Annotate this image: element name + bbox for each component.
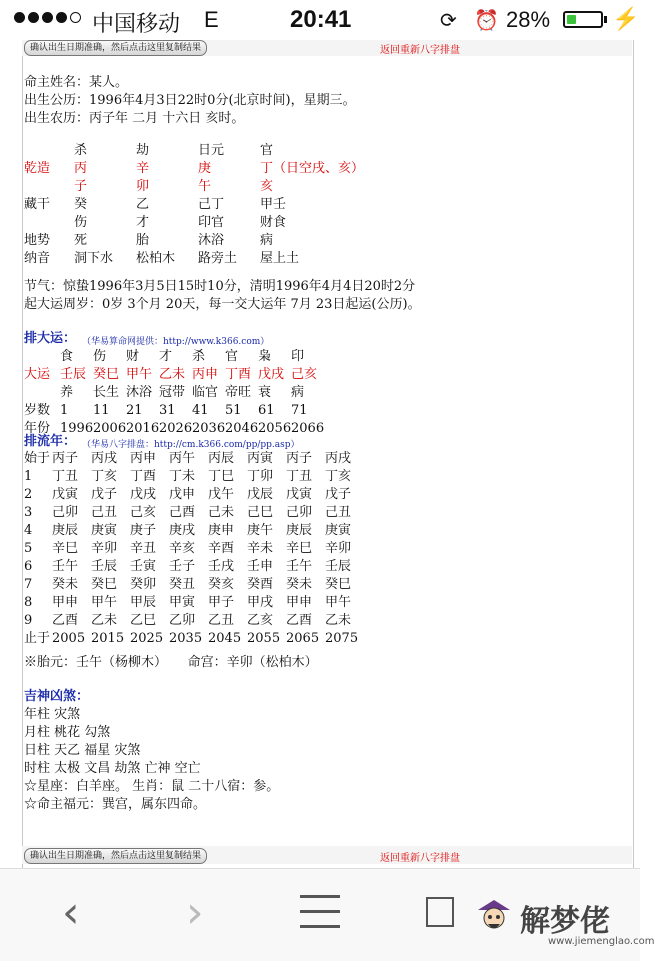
dayun-age: 21 bbox=[126, 403, 143, 418]
branch: 卯 bbox=[136, 179, 150, 194]
return-link-bottom[interactable]: 返回重新八字排盘 bbox=[380, 853, 460, 864]
battery-icon bbox=[563, 11, 603, 28]
dayun-shishen: 才 bbox=[159, 349, 173, 364]
liunian-row-index: 1 bbox=[24, 469, 33, 484]
dayun-year: 2046 bbox=[225, 421, 259, 436]
liunian-end: 2055 bbox=[247, 631, 281, 646]
nayin: 松柏木 bbox=[136, 251, 176, 266]
dayun-shishen: 财 bbox=[126, 349, 140, 364]
liunian-cell: 辛亥 bbox=[169, 541, 196, 556]
dayun-year: 2006 bbox=[93, 421, 127, 436]
liunian-cell: 己亥 bbox=[130, 505, 157, 520]
dayun-year: 2026 bbox=[159, 421, 193, 436]
liunian-cell: 戊申 bbox=[169, 487, 196, 502]
liunian-cell: 甲申 bbox=[286, 595, 313, 610]
branch: 亥 bbox=[260, 179, 274, 194]
qiyun-line: 起大运周岁：0岁 3个月 20天，每一交大运年 7月 23日起运(公历)。 bbox=[24, 297, 421, 312]
liunian-cell: 癸巳 bbox=[325, 577, 352, 592]
liunian-cell: 戊子 bbox=[325, 487, 352, 502]
liunian-cell: 丁酉 bbox=[130, 469, 157, 484]
branch: 子 bbox=[74, 179, 88, 194]
liunian-cell: 壬寅 bbox=[130, 559, 157, 574]
nayin: 路旁土 bbox=[198, 251, 238, 266]
liunian-cell: 庚寅 bbox=[91, 523, 118, 538]
stem: 丙 bbox=[74, 161, 88, 176]
dayun-age: 1 bbox=[60, 403, 69, 418]
dayun-ganzhi: 壬辰 bbox=[60, 367, 87, 382]
liunian-cell: 壬辰 bbox=[325, 559, 352, 574]
dayun-ganzhi: 乙未 bbox=[159, 367, 186, 382]
liunian-start: 丙戌 bbox=[325, 451, 352, 466]
dayun-year: 2056 bbox=[258, 421, 292, 436]
dayun-source: （华易算命网提供：http://www.k366.com） bbox=[82, 337, 270, 347]
liunian-cell: 丁巳 bbox=[208, 469, 235, 484]
dayun-table bbox=[24, 348, 324, 438]
dishi-label: 地势 bbox=[24, 233, 51, 248]
liunian-cell: 丁亥 bbox=[325, 469, 352, 484]
liunian-row-index: 8 bbox=[24, 595, 33, 610]
liunian-cell: 壬辰 bbox=[91, 559, 118, 574]
liunian-row-index: 3 bbox=[24, 505, 33, 520]
shishen: 印官 bbox=[198, 215, 225, 230]
liunian-cell: 戊子 bbox=[91, 487, 118, 502]
liunian-row-index: 2 bbox=[24, 487, 33, 502]
liunian-start: 丙午 bbox=[169, 451, 196, 466]
liunian-cell: 辛卯 bbox=[91, 541, 118, 556]
liunian-start: 丙申 bbox=[130, 451, 157, 466]
stem: 丁（日空戌、亥） bbox=[260, 161, 365, 176]
confirm-copy-button-top[interactable]: 确认出生日期准确，然后点击这里复制结果 bbox=[24, 40, 207, 56]
liunian-start: 丙辰 bbox=[208, 451, 235, 466]
dayun-label: 大运 bbox=[24, 367, 51, 382]
carrier-name: 中国移动 bbox=[92, 11, 181, 36]
dayun-ganzhi: 癸巳 bbox=[93, 367, 120, 382]
taiyuan-line: ※胎元：壬午（杨柳木） 命宫：辛卯（松柏木） bbox=[24, 655, 318, 670]
nayin: 洞下水 bbox=[74, 251, 114, 266]
stem: 庚 bbox=[198, 161, 212, 176]
forward-icon[interactable]: › bbox=[186, 887, 204, 938]
liunian-cell: 辛巳 bbox=[52, 541, 79, 556]
liunian-cell: 癸丑 bbox=[169, 577, 196, 592]
fuyuan-line: ☆命主福元：巽宫，属东四命。 bbox=[24, 797, 207, 812]
liunian-cell: 庚午 bbox=[247, 523, 274, 538]
liunian-start: 丙子 bbox=[52, 451, 79, 466]
liunian-cell: 癸巳 bbox=[91, 577, 118, 592]
liunian-cell: 乙酉 bbox=[286, 613, 313, 628]
dayun-shishen: 杀 bbox=[192, 349, 206, 364]
liunian-cell: 丁亥 bbox=[91, 469, 118, 484]
dayun-dishi: 冠带 bbox=[159, 385, 186, 400]
dayun-age: 41 bbox=[192, 403, 209, 418]
dayun-shishen: 伤 bbox=[93, 349, 107, 364]
liunian-cell: 丁丑 bbox=[52, 469, 79, 484]
dayun-dishi: 临官 bbox=[192, 385, 219, 400]
liunian-end: 2045 bbox=[208, 631, 242, 646]
dayun-dishi: 长生 bbox=[93, 385, 120, 400]
liunian-cell: 戊寅 bbox=[286, 487, 313, 502]
dishi: 胎 bbox=[136, 233, 150, 248]
bazi-header: 劫 bbox=[136, 143, 150, 158]
year-label: 年份 bbox=[24, 421, 51, 436]
liunian-cell: 己卯 bbox=[286, 505, 313, 520]
jishen-title: 吉神凶煞： bbox=[24, 689, 90, 704]
status-bar bbox=[0, 0, 640, 40]
liunian-cell: 乙巳 bbox=[130, 613, 157, 628]
liunian-cell: 己丑 bbox=[325, 505, 352, 520]
liunian-start: 丙戌 bbox=[91, 451, 118, 466]
dayun-ganzhi: 己亥 bbox=[291, 367, 318, 382]
dayun-shishen: 食 bbox=[60, 349, 74, 364]
bazi-table bbox=[24, 142, 460, 268]
qianzao-label: 乾造 bbox=[24, 161, 51, 176]
liunian-cell: 壬申 bbox=[247, 559, 274, 574]
liunian-end: 2075 bbox=[325, 631, 359, 646]
jishen-line: 月柱 桃花 勾煞 bbox=[24, 725, 111, 740]
dayun-title: 排大运： bbox=[24, 331, 77, 346]
dishi: 死 bbox=[74, 233, 88, 248]
liunian-cell: 己卯 bbox=[52, 505, 79, 520]
dayun-ganzhi: 戊戌 bbox=[258, 367, 285, 382]
liunian-cell: 戊午 bbox=[208, 487, 235, 502]
liunian-cell: 辛丑 bbox=[130, 541, 157, 556]
liunian-cell: 甲戌 bbox=[247, 595, 274, 610]
liunian-cell: 乙未 bbox=[325, 613, 352, 628]
bazi-header: 杀 bbox=[74, 143, 88, 158]
liunian-cell: 乙未 bbox=[91, 613, 118, 628]
dayun-age: 71 bbox=[291, 403, 308, 418]
alarm-icon: ⏰ bbox=[474, 10, 499, 32]
back-icon[interactable]: ‹ bbox=[62, 887, 80, 938]
liunian-cell: 庚申 bbox=[208, 523, 235, 538]
dayun-year: 2016 bbox=[126, 421, 160, 436]
dayun-dishi: 衰 bbox=[258, 385, 272, 400]
liunian-cell: 辛巳 bbox=[286, 541, 313, 556]
dayun-shishen: 印 bbox=[291, 349, 305, 364]
mascot-logo-icon bbox=[474, 896, 514, 936]
liunian-cell: 戊戌 bbox=[130, 487, 157, 502]
liunian-cell: 己丑 bbox=[91, 505, 118, 520]
liunian-cell: 乙丑 bbox=[208, 613, 235, 628]
dayun-year: 1996 bbox=[60, 421, 94, 436]
liunian-table bbox=[24, 450, 364, 648]
confirm-copy-button-bottom[interactable]: 确认出生日期准确，然后点击这里复制结果 bbox=[24, 848, 207, 864]
dayun-age: 31 bbox=[159, 403, 176, 418]
liunian-start: 丙子 bbox=[286, 451, 313, 466]
liunian-cell: 乙酉 bbox=[52, 613, 79, 628]
liunian-cell: 癸未 bbox=[52, 577, 79, 592]
liunian-cell: 庚戌 bbox=[169, 523, 196, 538]
canggan: 癸 bbox=[74, 197, 88, 212]
liunian-end: 2065 bbox=[286, 631, 320, 646]
liunian-cell: 癸卯 bbox=[130, 577, 157, 592]
liunian-cell: 甲子 bbox=[208, 595, 235, 610]
liunian-cell: 丁丑 bbox=[286, 469, 313, 484]
liunian-cell: 辛卯 bbox=[325, 541, 352, 556]
liunian-cell: 丁卯 bbox=[247, 469, 274, 484]
end-label: 止于 bbox=[24, 631, 51, 646]
dayun-shishen: 枭 bbox=[258, 349, 272, 364]
start-label: 始于 bbox=[24, 451, 51, 466]
age-label: 岁数 bbox=[24, 403, 51, 418]
liunian-cell: 己巳 bbox=[247, 505, 274, 520]
liunian-end: 2005 bbox=[52, 631, 86, 646]
shishen: 才 bbox=[136, 215, 150, 230]
nayin-label: 纳音 bbox=[24, 251, 51, 266]
dayun-dishi: 沐浴 bbox=[126, 385, 153, 400]
dayun-shishen: 官 bbox=[225, 349, 239, 364]
liunian-title: 排流年： bbox=[24, 434, 77, 449]
signal-strength-icon bbox=[14, 12, 81, 23]
liunian-cell: 庚辰 bbox=[286, 523, 313, 538]
liunian-row-index: 5 bbox=[24, 541, 33, 556]
dishi: 病 bbox=[260, 233, 274, 248]
liunian-cell: 甲寅 bbox=[169, 595, 196, 610]
xingzuo-line: ☆星座：白羊座。 生肖：鼠 二十八宿：参。 bbox=[24, 779, 280, 794]
liunian-cell: 庚子 bbox=[130, 523, 157, 538]
bazi-header: 官 bbox=[260, 143, 274, 158]
menu-icon[interactable] bbox=[300, 895, 340, 929]
dayun-ganzhi: 甲午 bbox=[126, 367, 153, 382]
liunian-cell: 壬午 bbox=[286, 559, 313, 574]
liunian-cell: 壬子 bbox=[169, 559, 196, 574]
tabs-icon[interactable] bbox=[426, 897, 454, 927]
battery-tip bbox=[604, 16, 607, 23]
jishen-line: 年柱 灾煞 bbox=[24, 707, 81, 722]
liunian-row-index: 7 bbox=[24, 577, 33, 592]
nayin: 屋上土 bbox=[260, 251, 300, 266]
liunian-end: 2015 bbox=[91, 631, 125, 646]
dayun-age: 11 bbox=[93, 403, 110, 418]
status-time: 20:41 bbox=[290, 6, 352, 33]
shishen: 财食 bbox=[260, 215, 287, 230]
liunian-end: 2025 bbox=[130, 631, 164, 646]
dayun-age: 51 bbox=[225, 403, 242, 418]
watermark-name: 解梦佬 bbox=[520, 904, 610, 939]
canggan: 乙 bbox=[136, 197, 150, 212]
liunian-cell: 乙卯 bbox=[169, 613, 196, 628]
dayun-ganzhi: 丙申 bbox=[192, 367, 219, 382]
canggan: 甲壬 bbox=[260, 197, 287, 212]
liunian-cell: 甲辰 bbox=[130, 595, 157, 610]
liunian-row-index: 9 bbox=[24, 613, 33, 628]
canggan-label: 藏干 bbox=[24, 197, 51, 212]
liunian-cell: 丁未 bbox=[169, 469, 196, 484]
battery-percent: 28% bbox=[506, 7, 551, 32]
dayun-year: 2066 bbox=[291, 421, 325, 436]
jieqi-line: 节气：惊蛰1996年3月5日15时10分，清明1996年4月4日20时2分 bbox=[24, 279, 416, 294]
liunian-cell: 壬午 bbox=[52, 559, 79, 574]
liunian-cell: 戊辰 bbox=[247, 487, 274, 502]
jishen-line: 时柱 太极 文昌 劫煞 亡神 空亡 bbox=[24, 761, 201, 776]
lunar-line: 出生农历：丙子年 二月 十六日 亥时。 bbox=[24, 111, 245, 126]
dayun-dishi: 病 bbox=[291, 385, 305, 400]
liunian-cell: 庚辰 bbox=[52, 523, 79, 538]
rotation-lock-icon: ⟳ bbox=[440, 10, 457, 32]
liunian-cell: 甲午 bbox=[91, 595, 118, 610]
liunian-start: 丙寅 bbox=[247, 451, 274, 466]
liunian-cell: 辛酉 bbox=[208, 541, 235, 556]
bazi-header: 日元 bbox=[198, 143, 225, 158]
liunian-end: 2035 bbox=[169, 631, 203, 646]
liunian-source: （华易八字排盘：http://cm.k366.com/pp/pp.asp） bbox=[82, 440, 300, 450]
dayun-dishi: 养 bbox=[60, 385, 74, 400]
liunian-cell: 庚寅 bbox=[325, 523, 352, 538]
return-link-top[interactable]: 返回重新八字排盘 bbox=[380, 45, 460, 56]
liunian-cell: 辛未 bbox=[247, 541, 274, 556]
dayun-year: 2036 bbox=[192, 421, 226, 436]
liunian-row-index: 6 bbox=[24, 559, 33, 574]
name-line: 命主姓名：某人。 bbox=[24, 75, 129, 90]
jishen-line: 日柱 天乙 福星 灾煞 bbox=[24, 743, 141, 758]
liunian-cell: 己酉 bbox=[169, 505, 196, 520]
solar-line: 出生公历：1996年4月3日22时0分(北京时间)，星期三。 bbox=[24, 93, 356, 108]
liunian-cell: 己未 bbox=[208, 505, 235, 520]
dayun-age: 61 bbox=[258, 403, 275, 418]
shishen: 伤 bbox=[74, 215, 88, 230]
stem: 辛 bbox=[136, 161, 150, 176]
liunian-cell: 癸酉 bbox=[247, 577, 274, 592]
branch: 午 bbox=[198, 179, 212, 194]
liunian-cell: 癸亥 bbox=[208, 577, 235, 592]
dayun-ganzhi: 丁酉 bbox=[225, 367, 252, 382]
canggan: 己丁 bbox=[198, 197, 225, 212]
liunian-cell: 戊寅 bbox=[52, 487, 79, 502]
dishi: 沐浴 bbox=[198, 233, 225, 248]
dayun-dishi: 帝旺 bbox=[225, 385, 252, 400]
liunian-cell: 甲申 bbox=[52, 595, 79, 610]
liunian-cell: 甲午 bbox=[325, 595, 352, 610]
liunian-cell: 癸未 bbox=[286, 577, 313, 592]
liunian-cell: 壬戌 bbox=[208, 559, 235, 574]
charging-icon: ⚡ bbox=[612, 6, 640, 31]
liunian-row-index: 4 bbox=[24, 523, 33, 538]
liunian-cell: 乙亥 bbox=[247, 613, 274, 628]
watermark-url: www.jiemenglao.com bbox=[548, 936, 654, 947]
network-type: E bbox=[204, 7, 219, 32]
